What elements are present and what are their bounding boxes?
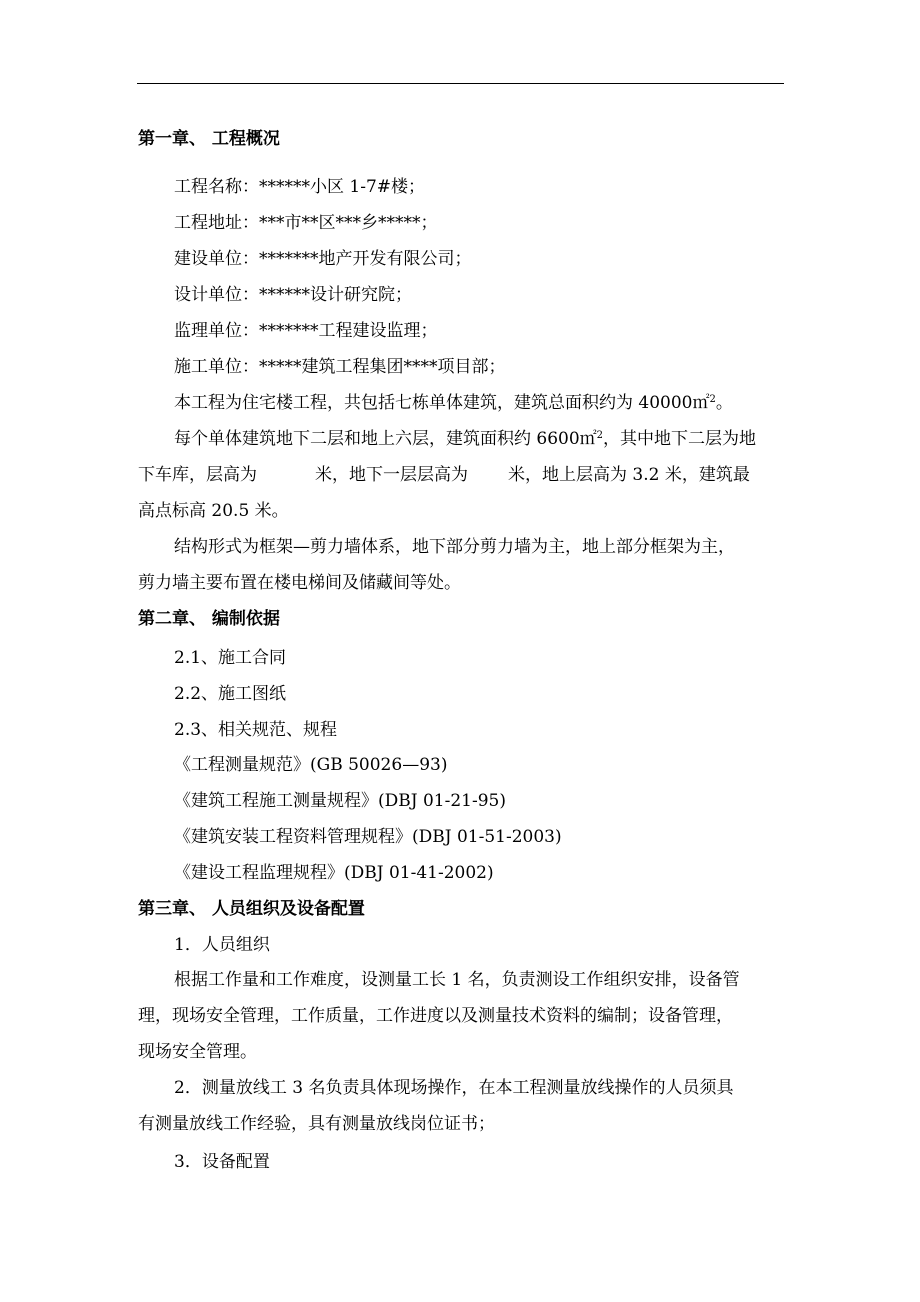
structure-paragraph-line-1: 结构形式为框架—剪力墙体系，地下部分剪力墙为主，地上部分框架为主， <box>174 537 735 557</box>
building-text-b: ，其中地下二层为地 <box>603 429 757 449</box>
basis-item: 2.3、相关规范、规程 <box>174 720 338 740</box>
section-equipment: 3．设备配置 <box>174 1152 270 1172</box>
building-text-a: 每个单体建筑地下二层和地上六层，建筑面积约 6600㎡ <box>174 429 597 449</box>
project-name: 工程名称：******小区 1-7#楼； <box>174 177 426 197</box>
chapter-1-heading: 第一章、 工程概况 <box>138 129 280 149</box>
building-text-e: 米，地上层高为 3.2 米，建筑最 <box>508 465 750 485</box>
building-sup: 2 <box>596 430 604 441</box>
basis-item: 2.2、施工图纸 <box>174 684 287 704</box>
structure-paragraph-line-2: 剪力墙主要布置在楼电梯间及储藏间等处。 <box>138 573 461 593</box>
project-address: 工程地址：***市**区***乡*****； <box>174 213 438 233</box>
building-text-d: 米，地下一层层高为 <box>315 465 468 485</box>
standard-item: 《建筑安装工程资料管理规程》(DBJ 01-51-2003) <box>174 827 562 847</box>
chapter-2-heading: 第二章、 编制依据 <box>138 609 280 629</box>
personnel-paragraph-line-2: 理，现场安全管理，工作质量，工作进度以及测量技术资料的编制；设备管理， <box>138 1006 733 1026</box>
building-paragraph-line-1 <box>174 428 756 450</box>
building-text-c: 下车库，层高为 <box>138 465 257 485</box>
standard-item: 《建设工程监理规程》(DBJ 01-41-2002) <box>174 863 494 883</box>
supervision-unit: 监理单位：*******工程建设监理； <box>174 321 438 341</box>
section-personnel: 1．人员组织 <box>174 935 270 955</box>
overview-sup: 2 <box>709 394 716 405</box>
personnel-paragraph-line-3: 现场安全管理。 <box>138 1042 257 1062</box>
surveyors-paragraph-line-2: 有测量放线工作经验，具有测量放线岗位证书； <box>138 1114 495 1134</box>
basis-item: 2.1、施工合同 <box>174 648 287 668</box>
standard-item: 《建筑工程施工测量规程》(DBJ 01-21-95) <box>174 791 506 811</box>
header-rule <box>137 83 784 84</box>
overview-text: 本工程为住宅楼工程，共包括七栋单体建筑，建筑总面积约为 40000㎡ <box>174 393 710 413</box>
design-unit: 设计单位：******设计研究院； <box>174 285 412 305</box>
construction-owner: 建设单位：*******地产开发有限公司； <box>174 249 472 269</box>
contractor-unit: 施工单位：*****建筑工程集团****项目部； <box>174 357 506 377</box>
overview-paragraph <box>174 392 733 414</box>
standard-item: 《工程测量规范》(GB 50026—93) <box>174 755 448 775</box>
building-paragraph-line-3: 高点标高 20.5 米。 <box>138 501 289 521</box>
personnel-paragraph-line-1: 根据工作量和工作难度，设测量工长 1 名，负责测设工作组织安排，设备管 <box>174 970 740 990</box>
building-paragraph-line-2 <box>138 464 750 486</box>
surveyors-paragraph-line-1: 2．测量放线工 3 名负责具体现场操作，在本工程测量放线操作的人员须具 <box>174 1078 734 1098</box>
overview-end: 。 <box>715 393 733 413</box>
chapter-3-heading: 第三章、 人员组织及设备配置 <box>138 899 365 919</box>
